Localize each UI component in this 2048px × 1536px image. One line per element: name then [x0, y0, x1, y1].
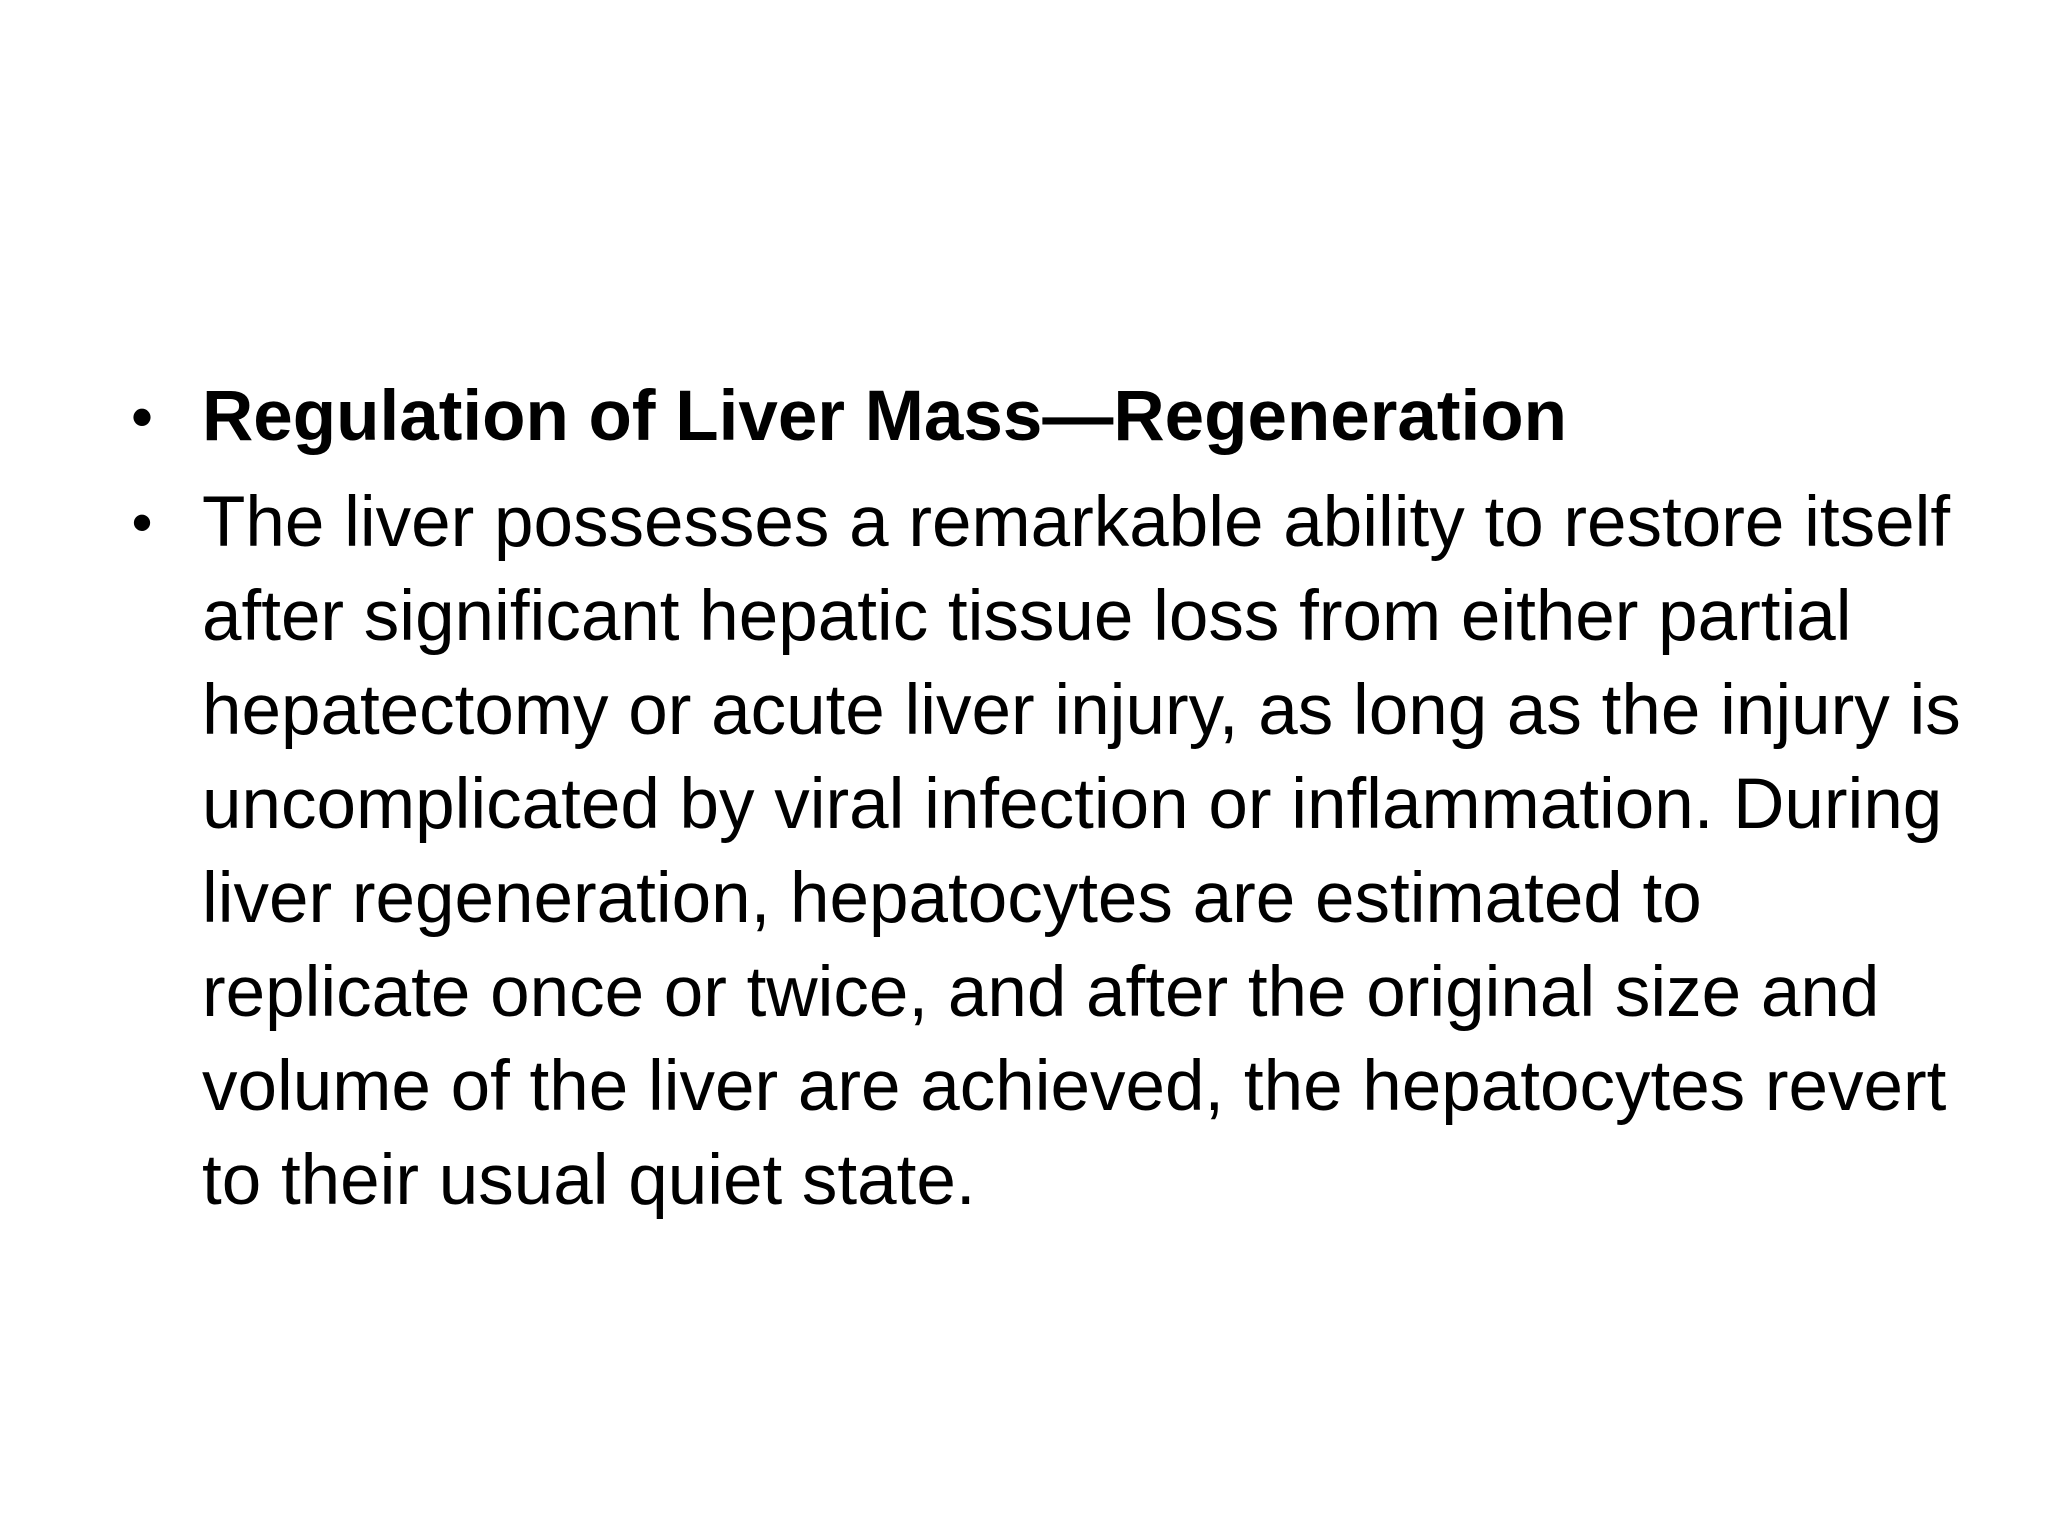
bullet-item-body	[122, 476, 1972, 1228]
bullet-icon: •	[131, 383, 153, 450]
bullet-list	[122, 370, 1972, 1246]
bullet-icon: •	[131, 489, 153, 556]
body-text: The liver possesses a remarkable ability to restore itself after significant hepatic tissue loss from either partial hepatectomy or acute liver injury, as long as the injury is uncomplicated by viral infection or inflammation. During liver regeneration, hepatocytes are estimated to replicate once or twice, and after the original size and volume of the liver are achieved, the hepatocytes revert to their usual quiet state.	[202, 483, 1961, 1220]
heading-text: Regulation of Liver Mass—Regeneration	[202, 377, 1568, 456]
bullet-item-heading	[122, 370, 1972, 464]
